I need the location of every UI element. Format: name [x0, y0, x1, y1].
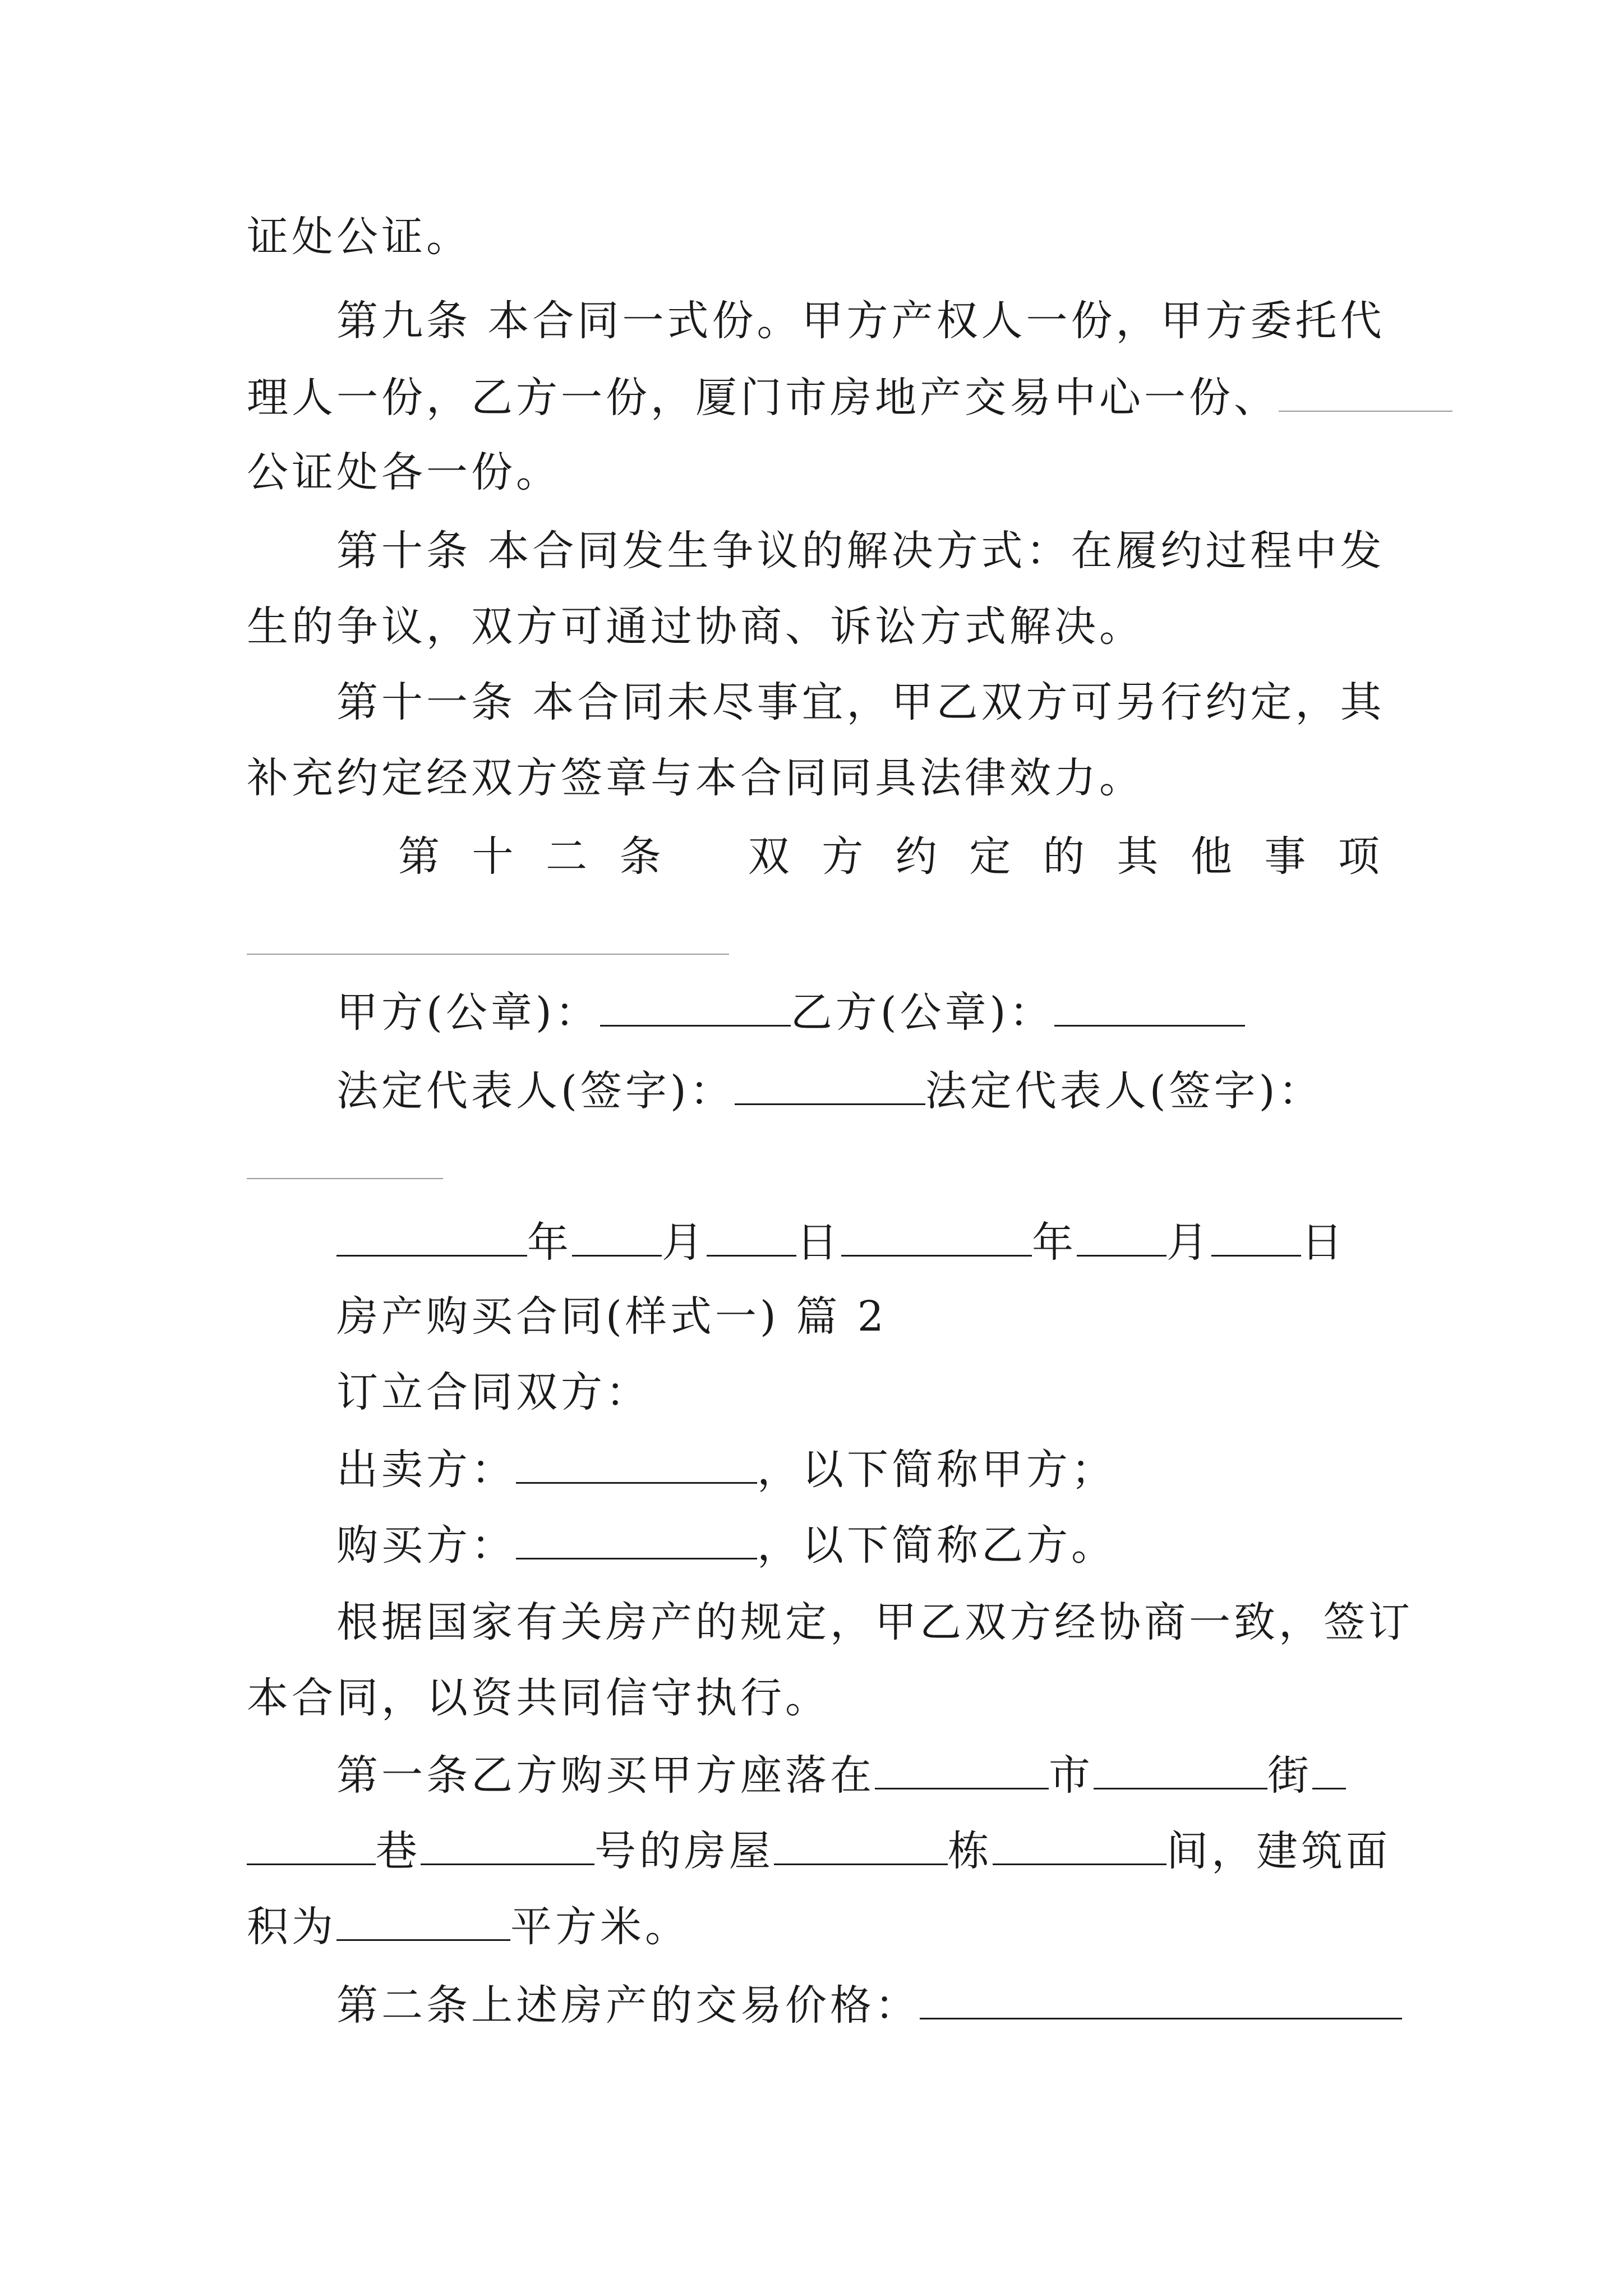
blank-line: [993, 1829, 1166, 1865]
blank-line: [1312, 1753, 1346, 1789]
section-title: 房产购买合同(样式一) 篇 2: [336, 1292, 887, 1341]
blank-line: [336, 1904, 510, 1941]
blank-line: [247, 1178, 443, 1179]
signature-company: 甲方(公章)： 乙方(公章)：: [336, 990, 1380, 1033]
text-line: 证处公证。: [247, 213, 471, 261]
article-12: 第 十 二 条 双 方 约 定 的 其 他 事 项: [398, 832, 1380, 881]
blank-line: [1054, 990, 1245, 1027]
article-11: 第十一条 本合同未尽事宜，甲乙双方可另行约定，其: [336, 678, 1385, 726]
blank-line: [735, 1069, 925, 1105]
blank-line: [600, 990, 791, 1027]
blank-line: [1279, 376, 1453, 412]
blank-line: [841, 1220, 1032, 1257]
blank-line: [707, 1220, 796, 1257]
text-line: 公证处各一份。: [247, 448, 561, 496]
article-1: 第一条乙方购买甲方座落在 市 街: [336, 1753, 1380, 1796]
blank-line: [1077, 1220, 1166, 1257]
blank-line: [421, 1829, 594, 1865]
blank-line: [247, 1829, 376, 1865]
buyer-line: 购买方： ，以下简称乙方。: [336, 1521, 1116, 1570]
blank-line: [774, 1829, 948, 1865]
blank-line: [1094, 1753, 1267, 1789]
seller-line: 出卖方： ，以下简称甲方；: [336, 1446, 1116, 1494]
article-9: 第九条 本合同一式份。甲方产权人一份，甲方委托代: [336, 297, 1385, 345]
text-line: 生的争议，双方可通过协商、诉讼方式解决。: [247, 602, 1144, 651]
blank-line: [247, 954, 729, 955]
text-line: 补充约定经双方签章与本合同同具法律效力。: [247, 754, 1144, 802]
signature-representative: 法定代表人(签字)： 法定代表人(签字)：: [336, 1067, 1324, 1115]
article-2: 第二条上述房产的交易价格：: [336, 1983, 1380, 2026]
blank-line: [336, 1220, 527, 1257]
blank-line: [516, 1523, 757, 1559]
text-line: 理人一份，乙方一份，厦门市房地产交易中心一份、: [247, 376, 1380, 418]
text-line: 积为 平方米。: [247, 1903, 690, 1951]
text-line: 本合同，以资共同信守执行。: [247, 1674, 830, 1722]
blank-line: [875, 1753, 1049, 1789]
article-10: 第十条 本合同发生争议的解决方式：在履约过程中发: [336, 527, 1385, 575]
blank-line: [572, 1220, 662, 1257]
text-line: 巷 号的房屋 栋 间，建筑面: [247, 1829, 1380, 1872]
blank-line: [1211, 1220, 1301, 1257]
blank-line: [920, 1983, 1402, 2019]
blank-line: [516, 1447, 757, 1484]
text-line: 根据国家有关房产的规定，甲乙双方经协商一致，签订: [336, 1598, 1413, 1646]
text-line: 订立合同双方：: [336, 1368, 651, 1416]
date-line: 年 月 日 年 月 日: [336, 1220, 1380, 1263]
